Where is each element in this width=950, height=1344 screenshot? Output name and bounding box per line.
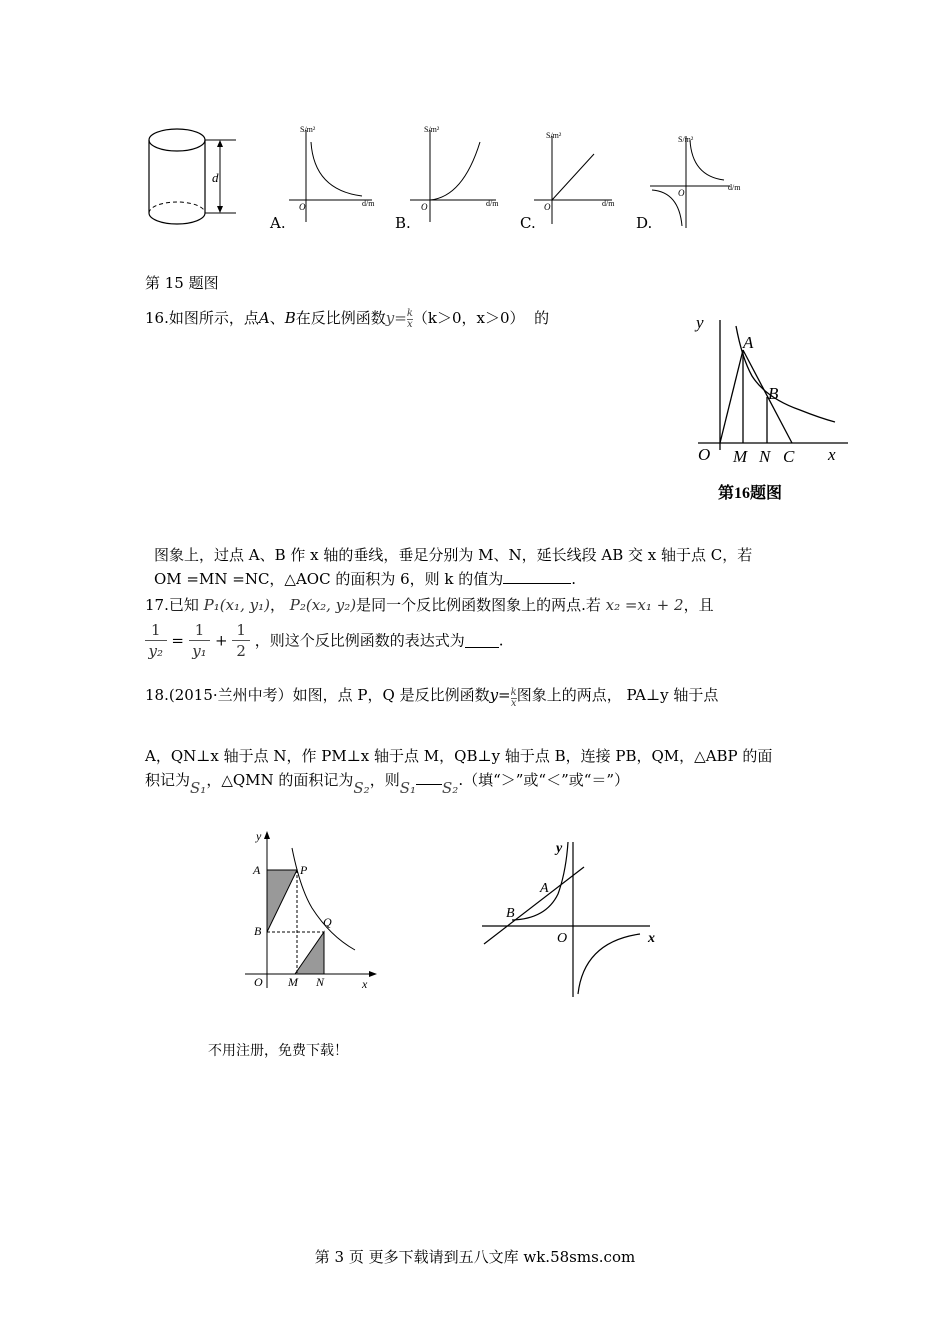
graph-c-ylabel: S/m² <box>546 131 562 140</box>
graph-b-origin: O <box>421 202 428 212</box>
q18-stem <box>145 684 718 709</box>
q18-mid: 图象上的两点， PA⊥y 轴于点 <box>516 686 719 704</box>
q18-fig2-a: A <box>540 881 549 896</box>
q18-fig1-o: O <box>254 975 263 989</box>
q18-fig2-b: B <box>506 906 515 921</box>
q18-s1: S₁ <box>190 779 207 797</box>
q16-fn-eq: = <box>394 309 407 327</box>
q16-fig-y: y <box>696 313 704 332</box>
q17-comma: ， <box>269 596 285 614</box>
q18-s2-b: S₂ <box>442 779 459 797</box>
q17-frac3 <box>232 620 250 661</box>
q18-frac-den: x <box>510 698 517 709</box>
q16-line2-end: . <box>571 570 577 588</box>
q16-condition: （k＞0，x＞0） <box>412 309 525 327</box>
q18-line3 <box>145 769 630 797</box>
q16-line1: 图象上，过点 A、B 作 x 轴的垂线，垂足分别为 M、N，延长线段 AB 交 x 轴于点 C，若 <box>154 546 753 564</box>
q17-frac2 <box>189 620 211 661</box>
q18-answer-blank[interactable] <box>416 770 442 785</box>
q15-graph-b <box>408 122 508 222</box>
q17-p1: P₁(x₁, y₁) <box>203 596 270 614</box>
q18-fig1-n: N <box>316 975 325 989</box>
q18-line3-d: .（填“＞”或“＜”或“＝”） <box>458 771 630 789</box>
q15-cylinder-figure <box>140 120 250 230</box>
q18-figure-2 <box>480 832 665 1002</box>
graph-d-xlabel: d/m <box>728 183 741 192</box>
q17-frac2-num: 1 <box>189 620 211 641</box>
q17-mid: 是同一个反比例函数图象上的两点.若 <box>356 596 601 614</box>
q18-fig2-o: O <box>557 931 568 946</box>
q17-tail: ，则这个反比例函数的表达式为 <box>254 631 465 650</box>
option-d-letter: D. <box>636 214 653 232</box>
q16-fig-o: O <box>698 445 711 464</box>
free-download-note: 不用注册，免费下载！ <box>208 1043 348 1059</box>
q18-fig1-q: Q <box>323 915 332 929</box>
graph-c-origin: O <box>544 202 551 212</box>
q16-point-a: A <box>258 309 270 327</box>
graph-a-origin: O <box>299 202 306 212</box>
graph-b-xlabel: d/m <box>486 199 499 208</box>
q17-answer-blank[interactable] <box>465 633 499 648</box>
q16-line2 <box>154 568 576 590</box>
q18-line3-c: ，则 <box>369 771 400 789</box>
q16-answer-blank[interactable] <box>503 569 571 584</box>
q16-figure <box>690 300 865 510</box>
cylinder-d-label: d <box>212 170 219 185</box>
q18-fig2-x: x <box>648 931 655 946</box>
q18-line2: A，QN⊥x 轴于点 N，作 PM⊥x 轴于点 M，QB⊥y 轴于点 B，连接 PB，QM，△ABP 的面 <box>145 747 773 765</box>
q18-s1-b: S₁ <box>399 779 417 797</box>
q17-equation-line <box>145 620 504 664</box>
q16-fig-x: x <box>828 445 836 464</box>
q18-fig1-a: A <box>253 863 261 877</box>
q17-eq-sign: = <box>171 631 184 650</box>
option-a-letter: A. <box>270 214 286 232</box>
q17-frac1-den: y₂ <box>148 642 164 660</box>
q16-line2-text: OM =MN =NC，△AOC 的面积为 6，则 k 的值为 <box>154 570 504 588</box>
q16-frac-num: k <box>406 307 413 319</box>
q18-fig1-y: y <box>256 829 262 843</box>
q17-lead: 17.已知 <box>145 596 199 614</box>
graph-a-xlabel: d/m <box>362 199 375 208</box>
q18-frac-num: k <box>510 687 517 698</box>
q17-stem <box>145 594 714 616</box>
q18-fig2-y: y <box>556 841 563 856</box>
option-b-letter: B. <box>395 214 411 232</box>
q16-fig-c: C <box>783 447 795 466</box>
q16-fig-b: B <box>768 384 779 403</box>
q15-graph-a <box>284 122 384 222</box>
q15-graph-c <box>532 124 622 224</box>
q17-frac3-den: 2 <box>236 642 246 660</box>
q18-fig1-m: M <box>288 975 298 989</box>
q16-frac-den: x <box>407 318 413 330</box>
q16-sep: 、 <box>269 309 285 327</box>
q16-tail: 的 <box>534 309 550 327</box>
q17-and: ，且 <box>683 596 714 614</box>
q18-fn: y= <box>489 686 511 704</box>
q17-frac1 <box>145 620 167 661</box>
graph-d-origin: O <box>678 188 685 198</box>
q17-end: . <box>498 631 504 650</box>
graph-b-ylabel: S/m² <box>424 125 440 134</box>
q17-frac1-num: 1 <box>145 620 167 641</box>
q18-line3-a: 积记为 <box>145 771 191 789</box>
q18-fig1-b: B <box>254 924 262 938</box>
q18-lead: 18.(2015·兰州中考）如图，点 P，Q 是反比例函数 <box>145 686 490 704</box>
q16-fig-caption: 第16题图 <box>718 485 783 502</box>
q16-fig-n: N <box>759 447 771 466</box>
graph-a-ylabel: S/m² <box>300 125 316 134</box>
option-c-letter: C. <box>520 214 536 232</box>
page-footer: 第 3 页 更多下载请到五八文库 wk.58sms.com <box>314 1248 636 1266</box>
graph-c-xlabel: d/m <box>602 199 615 208</box>
q18-line3-b: ，△QMN 的面积记为 <box>206 771 354 789</box>
q16-mid: 在反比例函数 <box>295 309 386 327</box>
q16-fig-a: A <box>743 333 754 352</box>
q18-figure-1 <box>240 828 380 993</box>
q17-p2: P₂(x₂, y₂) <box>289 596 357 614</box>
q15-graph-d <box>648 128 748 228</box>
q15-caption: 第 15 题图 <box>145 274 219 292</box>
q16-fig-m: M <box>733 447 748 466</box>
q18-fig1-p: P <box>300 863 308 877</box>
q16-stem <box>145 307 549 330</box>
q18-fig1-x: x <box>362 977 368 991</box>
q18-s2: S₂ <box>353 779 370 797</box>
q16-point-b: B <box>284 309 296 327</box>
q17-cond: x₂ =x₁ + 2 <box>605 596 684 614</box>
q16-fn-y: y <box>385 309 395 327</box>
q16-lead: 16.如图所示，点 <box>145 309 259 327</box>
q17-plus-sign: + <box>215 631 228 650</box>
q17-frac3-num: 1 <box>232 620 250 641</box>
q17-frac2-den: y₁ <box>192 642 207 660</box>
graph-d-ylabel: S/m² <box>678 135 694 144</box>
